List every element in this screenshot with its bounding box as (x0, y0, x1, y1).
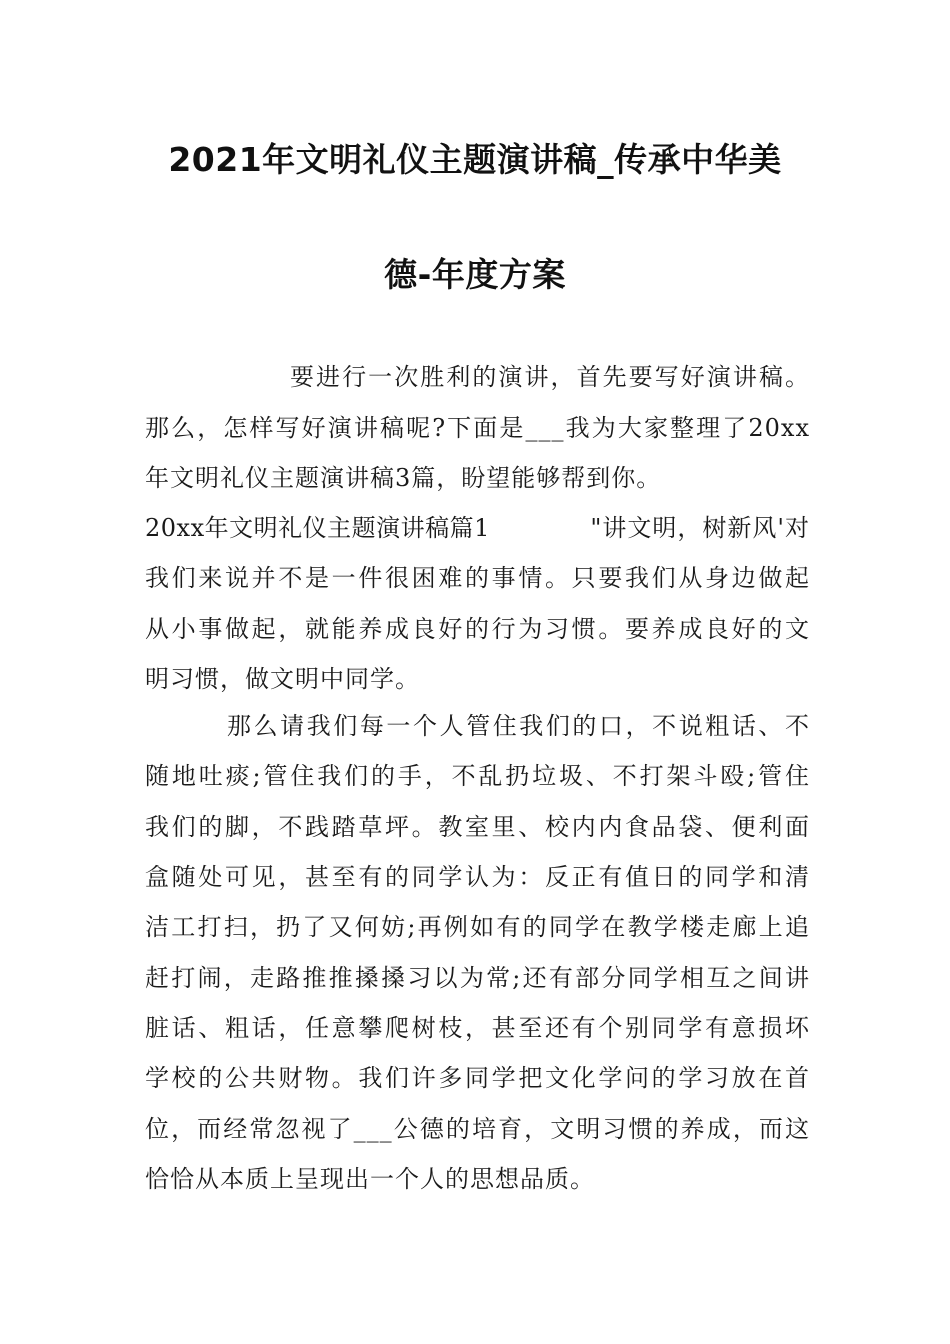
paragraph-1-line-3: 明习惯，做文明中同学。 (145, 665, 420, 693)
intro-line-3: 年文明礼仪主题演讲稿3篇，盼望能够帮到你。 (145, 464, 662, 492)
paragraph-2-line-5: 洁工打扫，扔了又何妨;再例如有的同学在教学楼走廊上追 (145, 913, 810, 941)
document-title-line-2: 德-年度方案 (384, 255, 566, 294)
intro-line-1: 要进行一次胜利的演讲，首先要写好演讲稿。 (290, 363, 810, 391)
paragraph-2-line-4: 盒随处可见，甚至有的同学认为：反正有值日的同学和清 (145, 863, 810, 891)
section-heading: 20xx年文明礼仪主题演讲稿篇1 (145, 514, 490, 542)
section-first-text: "讲文明，树新风'对 (590, 514, 810, 542)
paragraph-2-line-7: 脏话、粗话，任意攀爬树枝，甚至还有个别同学有意损坏 (145, 1014, 810, 1042)
intro-line-2: 那么，怎样写好演讲稿呢?下面是___我为大家整理了20xx (145, 414, 810, 442)
paragraph-2-line-10: 恰恰从本质上呈现出一个人的思想品质。 (145, 1165, 595, 1193)
paragraph-1-line-1: 我们来说并不是一件很困难的事情。只要我们从身边做起 (145, 564, 810, 592)
paragraph-2-line-1: 那么请我们每一个人管住我们的口，不说粗话、不 (227, 712, 810, 740)
paragraph-2-line-3: 我们的脚，不践踏草坪。教室里、校内内食品袋、便利面 (145, 813, 810, 841)
paragraph-1-line-2: 从小事做起，就能养成良好的行为习惯。要养成良好的文 (145, 615, 810, 643)
paragraph-2-line-8: 学校的公共财物。我们许多同学把文化学问的学习放在首 (145, 1064, 810, 1092)
paragraph-2-line-2: 随地吐痰;管住我们的手，不乱扔垃圾、不打架斗殴;管住 (145, 762, 810, 790)
paragraph-2-line-9: 位，而经常忽视了___公德的培育，文明习惯的养成，而这 (145, 1115, 810, 1143)
paragraph-2-line-6: 赶打闹，走路推推搡搡习以为常;还有部分同学相互之间讲 (145, 964, 810, 992)
document-title-line-1: 2021年文明礼仪主题演讲稿_传承中华美 (168, 140, 782, 179)
